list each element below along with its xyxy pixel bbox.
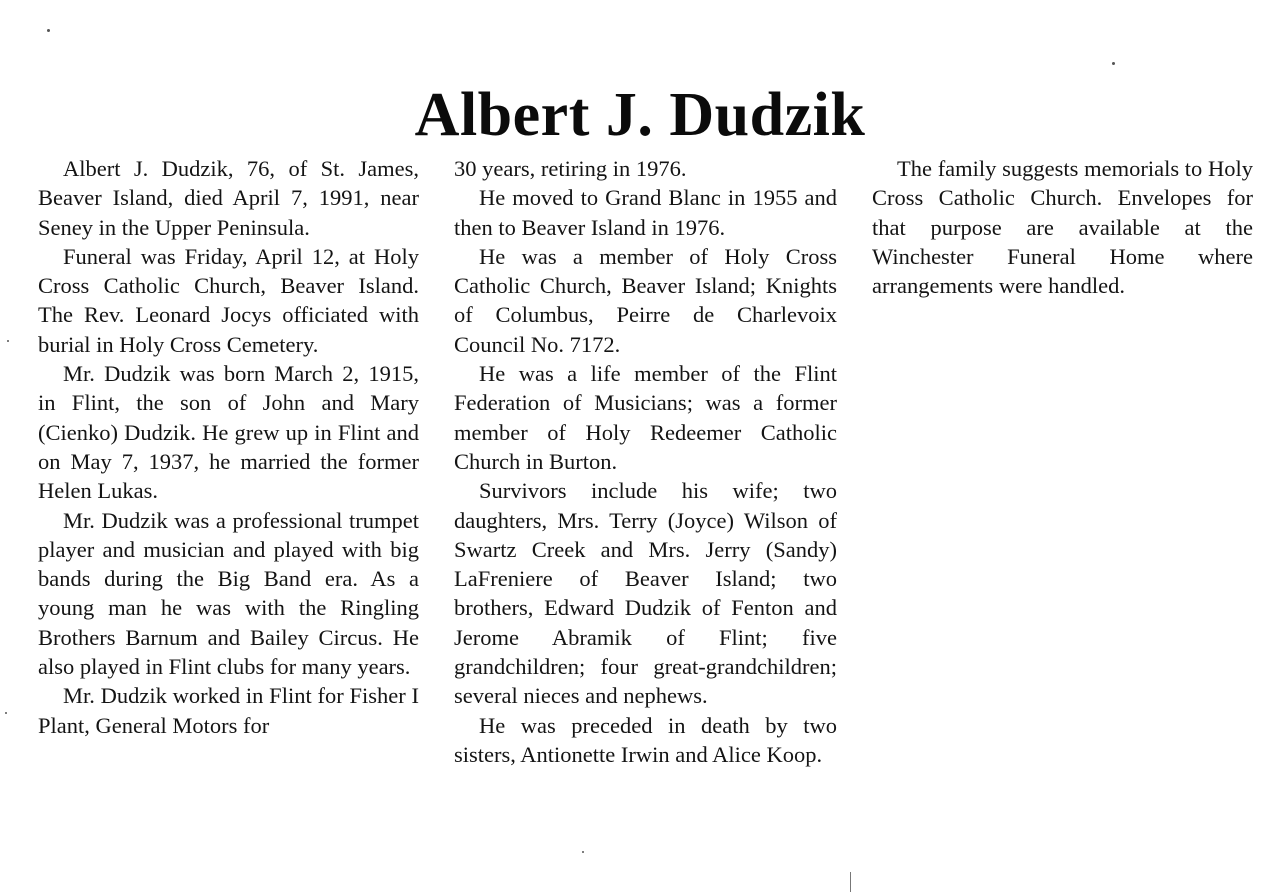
article-paragraph: Funeral was Friday, April 12, at Holy Cross Catholic Church, Beaver Island. The Rev. Leonard Jocys officiated with burial in Holy Cross Cemetery. <box>38 243 419 357</box>
article-paragraph: Albert J. Dudzik, 76, of St. James, Beaver Island, died April 7, 1991, near Seney in the Upper Peninsula. <box>38 156 419 240</box>
scan-speck <box>1112 62 1115 65</box>
article-column-3 <box>872 154 1253 300</box>
scan-speck <box>7 340 9 342</box>
scan-speck <box>5 712 7 714</box>
article-column-1 <box>38 154 419 740</box>
article-paragraph: He was preceded in death by two sisters, Antionette Irwin and Alice Koop. <box>454 712 837 767</box>
article-paragraph: Mr. Dudzik worked in Flint for Fisher I Plant, General Motors for <box>38 683 419 738</box>
obituary-headline: Albert J. Dudzik <box>414 80 866 149</box>
article-paragraph: Survivors include his wife; two daughters, Mrs. Terry (Joyce) Wilson of Swartz Creek and Mrs. Jerry (Sandy) LaFreniere of Beaver Island; two brothers, Edward Dudzik of Fenton and Jerome Abramik of Flint; five grandchildren; four great-grandchildren; several nieces and nephews. <box>454 478 837 709</box>
article-paragraph: Mr. Dudzik was born March 2, 1915, in Flint, the son of John and Mary (Cienko) Dudzik. He grew up in Flint and on May 7, 1937, he married the former Helen Lukas. <box>38 361 419 504</box>
article-paragraph: He was a member of Holy Cross Catholic Church, Beaver Island; Knights of Columbus, Peirre de Charlevoix Council No. 7172. <box>454 243 837 357</box>
article-paragraph: He moved to Grand Blanc in 1955 and then to Beaver Island in 1976. <box>454 185 837 240</box>
article-paragraph-continued: 30 years, retiring in 1976. <box>454 156 687 181</box>
article-paragraph: The family suggests memorials to Holy Cross Catholic Church. Envelopes for that purpose are available at the Winchester Funeral Home where arrangements were handled. <box>872 156 1253 299</box>
article-column-2 <box>454 154 837 769</box>
scan-mark <box>850 872 851 892</box>
scan-speck <box>582 851 584 853</box>
article-paragraph: Mr. Dudzik was a professional trumpet player and musician and played with big bands during the Big Band era. As a young man he was with the Ringling Brothers Barnum and Bailey Circus. He also played in Flint clubs for many years. <box>38 507 419 680</box>
scan-speck <box>47 29 50 32</box>
article-paragraph: He was a life member of the Flint Federation of Musicians; was a former member of Holy Redeemer Catholic Church in Burton. <box>454 361 837 474</box>
